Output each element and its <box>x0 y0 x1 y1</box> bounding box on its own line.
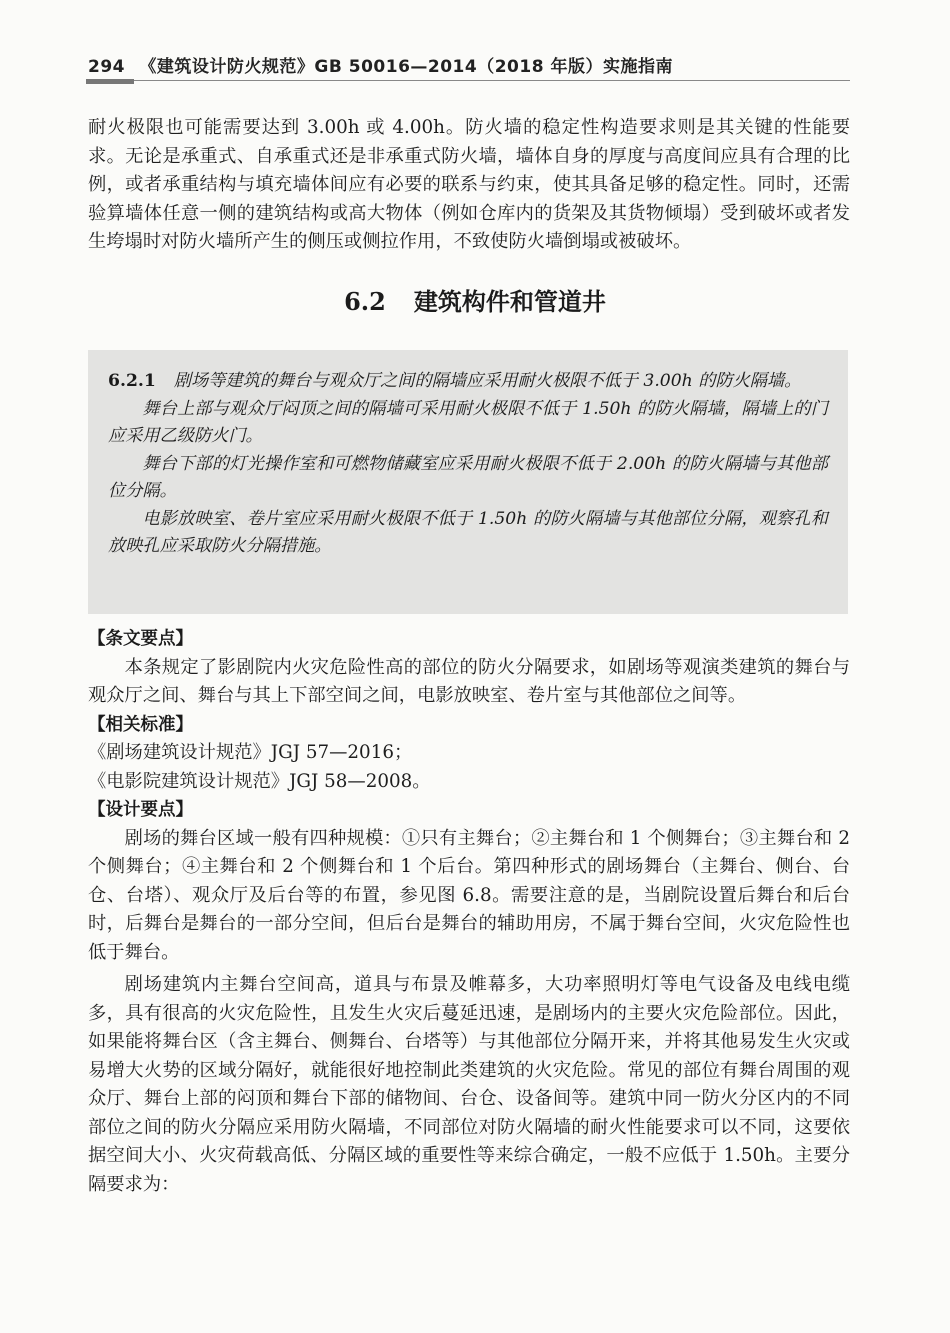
page-number: 294 <box>88 57 125 77</box>
clause-paragraph: 6.2.1 剧场等建筑的舞台与观众厅之间的隔墙应采用耐火极限不低于 3.00h 的防火隔墙。 <box>108 371 802 391</box>
key-points-label: 【条文要点】 <box>88 629 193 649</box>
header-bar <box>86 79 134 84</box>
clause-box <box>88 350 848 614</box>
section-heading <box>0 282 950 317</box>
related-standards-label: 【相关标准】 <box>88 714 193 735</box>
design-points-label: 【设计要点】 <box>88 800 193 820</box>
section-title: 建筑构件和管道井 <box>413 288 606 316</box>
book-title: 《建筑设计防火规范》GB 50016—2014（2018 年版）实施指南 <box>139 57 673 77</box>
intro-block <box>88 114 850 257</box>
intro-paragraph: 耐火极限也可能需要达到 3.00h 或 4.00h。防火墙的稳定性构造要求则是其关键的性能要求。无论是承重式、自承重式还是非承重式防火墙，墙体自身的厚度与高度间应具有合理的比例，或者承重结构与填充墙体间应有必要的联系与约束，使其具备足够的稳定性。同时，还需验算墙体任意一侧的建筑结构或高大物体（例如仓库内的货架及其货物倾塌）受到破坏或者发生垮塌时对防火墙所产生的侧压或侧拉作用，不致使防火墙倒塌或被破坏。 <box>88 117 850 252</box>
commentary-block <box>88 625 850 1199</box>
section-number: 6.2 <box>344 287 386 316</box>
running-header <box>88 52 673 77</box>
clause-paragraph: 电影放映室、卷片室应采用耐火极限不低于 1.50h 的防火隔墙与其他部位分隔，观察孔和放映孔应采取防火分隔措施。 <box>108 508 828 556</box>
related-standard-item: 《剧场建筑设计规范》JGJ 57—2016； <box>88 742 413 763</box>
clause-number: 6.2.1 <box>108 371 156 391</box>
design-points-paragraph: 剧场的舞台区域一般有四种规模：①只有主舞台；②主舞台和 1 个侧舞台；③主舞台和 2 个侧舞台；④主舞台和 2 个侧舞台和 1 个后台。第四种形式的剧场舞台（主舞台、侧台、台仓、台塔）、观众厅及后台等的布置，参见图 6.8。需要注意的是，当剧院设置后舞台和后台时，后舞台是舞台的一部分空间，但后台是舞台的辅助用房，不属于舞台空间，火灾危险性也低于舞台。 <box>88 827 850 963</box>
design-points-paragraph: 剧场建筑内主舞台空间高，道具与布景及帷幕多，大功率照明灯等电气设备及电线电缆多，具有很高的火灾危险性，且发生火灾后蔓延迅速，是剧场内的主要火灾危险部位。因此，如果能将舞台区（含主舞台、侧舞台、台塔等）与其他部位分隔开来，并将其他易发生火灾或易增大火势的区域分隔好，就能很好地控制此类建筑的火灾危险。常见的部位有舞台周围的观众厅、舞台上部的闷顶和舞台下部的储物间、台仓、设备间等。建筑中同一防火分区内的不同部位之间的防火分隔应采用防火隔墙，不同部位对防火隔墙的耐火性能要求可以不同，这要依据空间大小、火灾荷载高低、分隔区域的重要性等来综合确定，一般不应低于 1.50h。主要分隔要求为： <box>88 974 850 1195</box>
header-rule <box>86 80 850 81</box>
clause-paragraph: 舞台上部与观众厅闷顶之间的隔墙可采用耐火极限不低于 1.50h 的防火隔墙，隔墙上的门应采用乙级防火门。 <box>108 398 828 446</box>
related-standard-item: 《电影院建筑设计规范》JGJ 58—2008。 <box>88 770 431 792</box>
key-points-text: 本条规定了影剧院内火灾危险性高的部位的防火分隔要求，如剧场等观演类建筑的舞台与观众厅之间、舞台与其上下部空间之间，电影放映室、卷片室与其他部位之间等。 <box>88 656 850 706</box>
clause-paragraph: 舞台下部的灯光操作室和可燃物储藏室应采用耐火极限不低于 2.00h 的防火隔墙与其他部位分隔。 <box>108 453 828 501</box>
